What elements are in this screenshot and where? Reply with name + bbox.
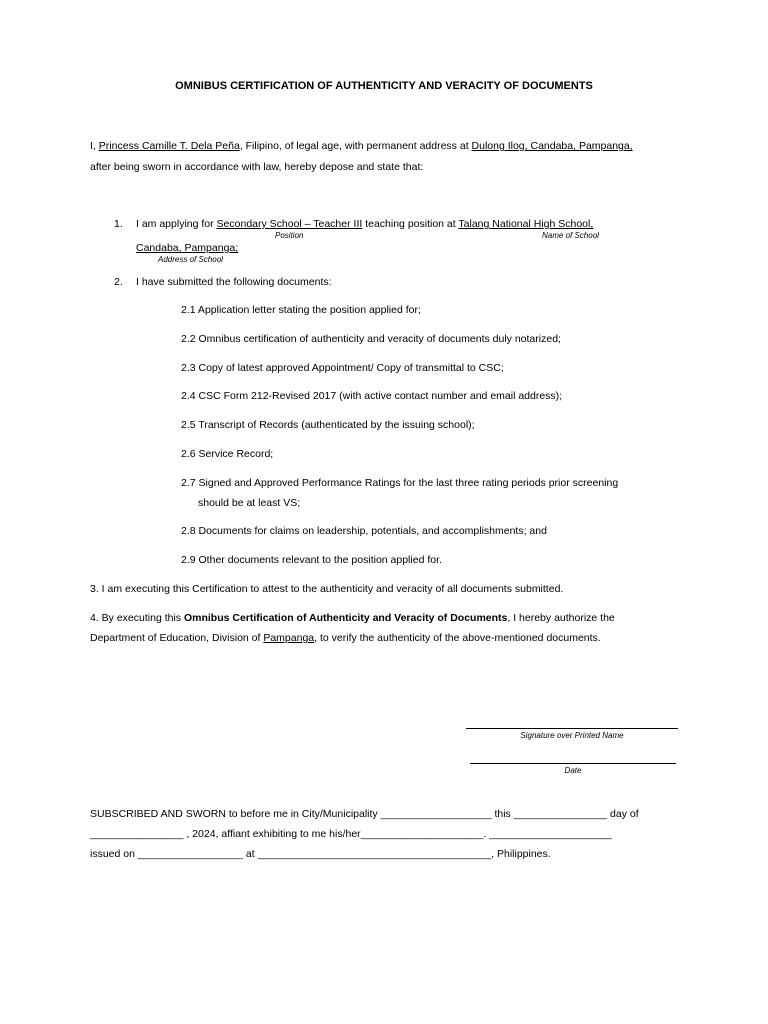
sworn-line-3: issued on __________________ at ________________________________________, Philippines. <box>90 848 551 860</box>
item-1-number: 1. <box>114 218 123 230</box>
date-line <box>470 763 676 764</box>
item-1-mid: teaching position at <box>362 218 459 230</box>
sworn-line-2: ________________ , 2024, affiant exhibiting to me his/her_____________________. _____________________ <box>90 828 612 840</box>
item-1-line-1 <box>136 218 593 230</box>
school-name: Talang National High School, <box>458 218 594 230</box>
item-3-text: 3. I am executing this Certification to attest to the authenticity and veracity of all documents submitted. <box>90 583 564 595</box>
doc-2-6: 2.6 Service Record; <box>181 448 274 460</box>
intro-line-2: after being sworn in accordance with law, hereby depose and state that: <box>90 161 424 173</box>
caption-school-name: Name of School <box>542 231 599 240</box>
doc-2-2: 2.2 Omnibus certification of authenticity and veracity of documents duly notarized; <box>181 333 561 345</box>
doc-2-4: 2.4 CSC Form 212-Revised 2017 (with active contact number and email address); <box>181 390 563 402</box>
item-4-pre: 4. By executing this <box>90 612 184 624</box>
item-2-text: I have submitted the following documents: <box>136 276 332 288</box>
intro-pre: I, <box>90 140 99 152</box>
item-2-number: 2. <box>114 276 123 288</box>
signature-caption: Signature over Printed Name <box>520 731 624 740</box>
item-4-line-2 <box>90 632 601 644</box>
sworn-line-1: SUBSCRIBED AND SWORN to before me in City/Municipality ___________________ this ________________ day of <box>90 808 639 820</box>
intro-mid: , Filipino, of legal age, with permanent address at <box>239 140 472 152</box>
doc-2-5: 2.5 Transcript of Records (authenticated by the issuing school); <box>181 419 475 431</box>
caption-position: Position <box>275 231 304 240</box>
document-title: OMNIBUS CERTIFICATION OF AUTHENTICITY AND VERACITY OF DOCUMENTS <box>175 80 593 92</box>
doc-2-8: 2.8 Documents for claims on leadership, potentials, and accomplishments; and <box>181 525 547 537</box>
item-4-document-name: Omnibus Certification of Authenticity and Veracity of Documents <box>183 612 508 624</box>
affiant-address: Dulong Ilog, Candaba, Pampanga, <box>471 140 633 152</box>
item-4-line-1 <box>90 612 615 624</box>
doc-2-1: 2.1 Application letter stating the position applied for; <box>181 304 421 316</box>
doc-2-9: 2.9 Other documents relevant to the position applied for. <box>181 554 442 566</box>
item-4-line2-post: , to verify the authenticity of the above-mentioned documents. <box>314 632 601 644</box>
signature-line <box>466 728 678 729</box>
caption-school-address: Address of School <box>158 255 223 264</box>
school-address: Candaba, Pampanga; <box>136 242 239 254</box>
applied-position: Secondary School – Teacher III <box>216 218 363 230</box>
affiant-name: Princess Camille T. Dela Peña <box>98 140 240 152</box>
doc-2-7-continued: should be at least VS; <box>198 497 301 509</box>
date-caption: Date <box>564 766 582 775</box>
item-4-line2-pre: Department of Education, Division of <box>90 632 264 644</box>
division-name: Pampanga <box>263 632 315 644</box>
doc-2-7: 2.7 Signed and Approved Performance Ratings for the last three rating periods prior screening <box>181 477 619 489</box>
intro-line-1 <box>90 140 633 152</box>
item-4-post: , I hereby authorize the <box>507 612 615 624</box>
doc-2-3: 2.3 Copy of latest approved Appointment/ Copy of transmittal to CSC; <box>181 362 504 374</box>
item-1-pre: I am applying for <box>136 218 217 230</box>
